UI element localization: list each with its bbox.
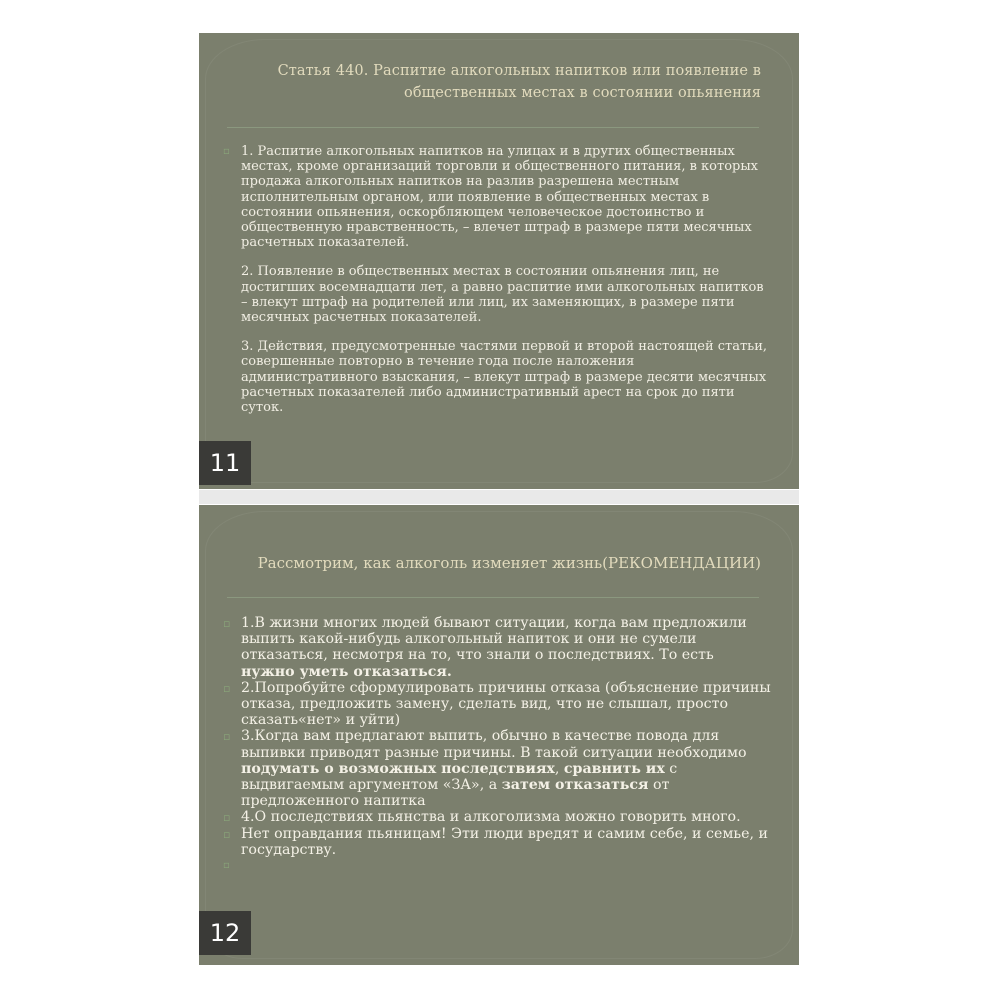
title-line-1: Статья 440. Распитие алкогольных напитков или появление в (277, 63, 761, 79)
bullet-icon: ▫ (223, 860, 230, 872)
item-text: с выдвигаемым аргументом «ЗА», а (241, 760, 678, 794)
empty-list-item (223, 858, 771, 874)
title-rule (227, 597, 759, 598)
bullet-icon: ▫ (223, 730, 231, 744)
bullet-icon: ▫ (223, 146, 230, 157)
item-text: от предложенного напитка (241, 777, 670, 810)
list-item (223, 615, 771, 680)
bullet-icon: ▫ (223, 681, 231, 695)
slide-12 (199, 505, 799, 965)
title-rule (227, 127, 759, 128)
paragraph (223, 144, 771, 251)
slide-title (221, 60, 761, 104)
list-item (223, 679, 771, 729)
list-item (223, 728, 771, 810)
paragraph-text: 1. Распитие алкогольных напитков на улицах и в других общественных местах, кроме организаций торговли и общественного питания, в которых продажа алкогольных напитков на разлив разрешена местным исполнительным органом, или появление в общественных местах в состоянии опьянения, оскорбляющем человеческое достоинство и общественную нравственность, – влечет штраф в размере пяти месячных расчетных показателей. (241, 144, 759, 251)
list-item (223, 809, 771, 826)
item-text: 3.Когда вам предлагают выпить, обычно в качестве повода для выпивки приводят разные причины. В такой ситуации необходимо (241, 728, 747, 761)
slide-number: 11 (199, 441, 251, 485)
item-emphasis: нужно уметь отказаться. (241, 663, 452, 680)
slide-11 (199, 33, 799, 489)
paragraph-text: 2. Появление в общественных местах в состоянии опьянения лиц, не достигших восемнадцати лет, а равно распитие ими алкогольных напитков – влекут штраф на родителей или лиц, их заменяющих, в размере пяти месячных расчетных показателей. (241, 264, 764, 326)
item-text: 2.Попробуйте сформулировать причины отказа (объяснение причины отказа, предложить замену, сделать вид, что не слышал, просто сказать«нет» и уйти) (241, 679, 771, 729)
slide-body (223, 144, 771, 429)
slide-title: Рассмотрим, как алкоголь изменяет жизнь(РЕКОМЕНДАЦИИ) (257, 554, 761, 572)
item-text: , (554, 760, 564, 777)
item-text: Нет оправдания пьяницам! Эти люди вредят и самим себе, и семье, и государству. (241, 825, 768, 858)
paragraph-text: 3. Действия, предусмотренные частями первой и второй настоящей статьи, совершенные повторно в течение года после наложения административного взыскания, – влекут штраф в размере десяти месячных расчетных показателей либо административный арест на срок до пяти суток. (241, 339, 768, 416)
slide-body (223, 615, 771, 874)
bullet-icon: ▫ (223, 617, 231, 630)
slide-number: 12 (199, 911, 251, 955)
slide-divider (199, 490, 799, 504)
item-text: 1.В жизни многих людей бывают ситуации, когда вам предложили выпить какой-нибудь алкогольный напиток и они не сумели отказаться, несмотря на то, что знали о последствиях. То есть (241, 615, 747, 664)
bullet-icon: ▫ (223, 811, 231, 825)
title-line-2: общественных местах в состоянии опьянения (404, 85, 761, 101)
item-emphasis: затем отказаться (501, 777, 649, 794)
list-item (223, 825, 771, 858)
item-emphasis: сравнить их (563, 760, 665, 777)
item-text: 4.О последствиях пьянства и алкоголизма можно говорить много. (241, 809, 741, 826)
item-emphasis: подумать о возможных последствиях (241, 760, 555, 777)
paragraph (241, 339, 771, 415)
paragraph (241, 264, 771, 325)
bullet-icon: ▫ (223, 827, 231, 841)
